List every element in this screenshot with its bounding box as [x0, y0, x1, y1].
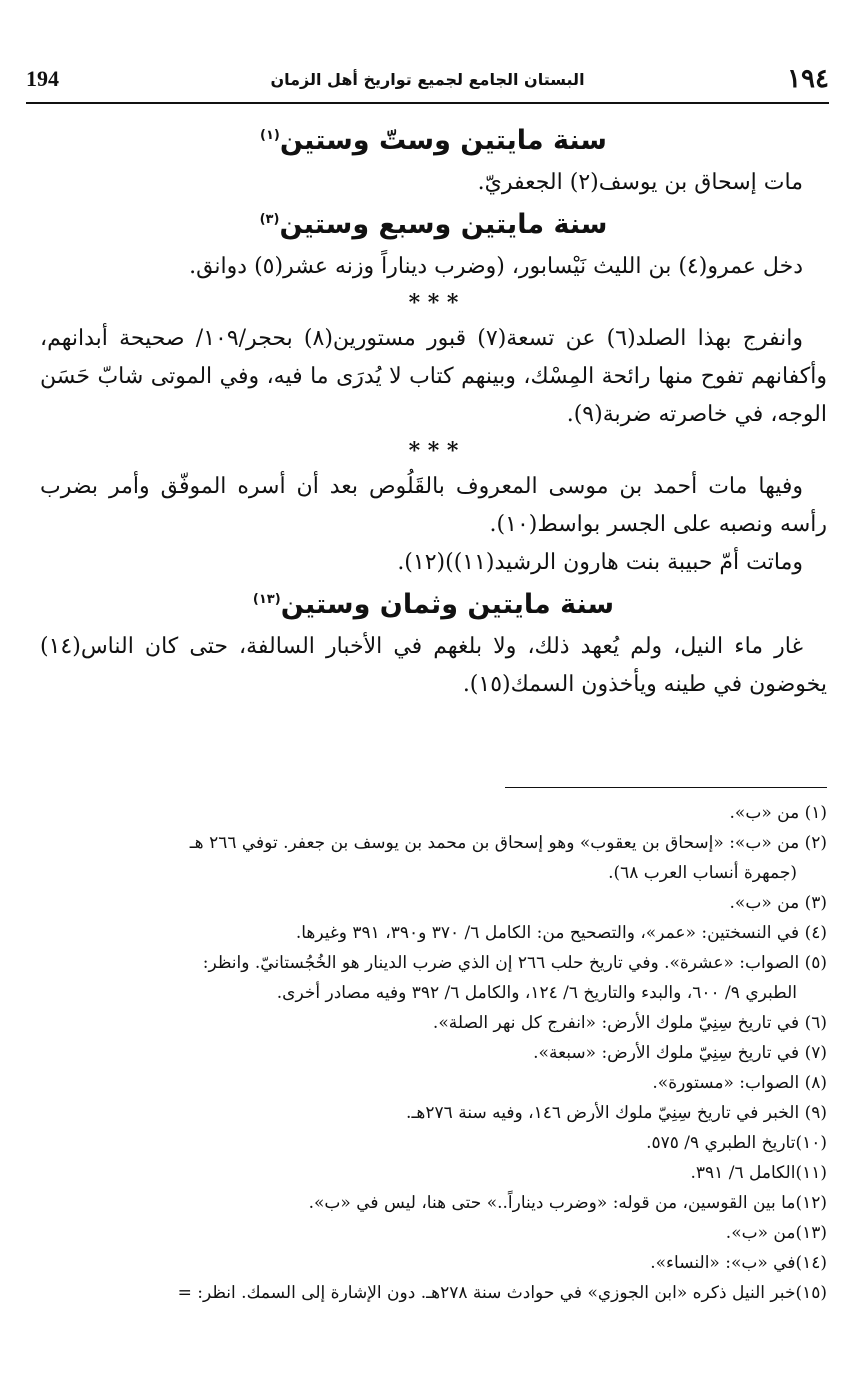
footnote: (١١)الكامل ٦/ ٣٩١.	[690, 1163, 827, 1183]
footnote: (١٣)من «ب».	[725, 1223, 827, 1243]
footnote: (٧) في تاريخ سِنِيّ ملوك الأرض: «سبعة».	[533, 1043, 827, 1063]
heading-text: سنة مايتين وستّ وستين	[279, 125, 607, 156]
heading-note: (١٣)	[252, 592, 281, 607]
footnote: (١٢)ما بين القوسين، من قوله: «وضرب ديناراً..» حتى هنا، ليس في «ب».	[308, 1193, 827, 1213]
heading-note: (٣)	[259, 212, 280, 227]
section-heading-266	[40, 118, 827, 164]
paragraph: غار ماء النيل، ولم يُعهد ذلك، ولا بلغهم في الأخبار السالفة، حتى كان الناس(١٤) يخوضون في طينه ويأخذون السمك(١٥).	[40, 634, 827, 697]
footnote: (٩) الخبر في تاريخ سِنِيّ ملوك الأرض ١٤٦، وفيه سنة ٢٧٦هـ.	[406, 1103, 827, 1123]
page-number-latin: 194	[26, 66, 59, 91]
paragraph: دخل عمرو(٤) بن الليث نَيْسابور، (وضرب ديناراً وزنه عشر(٥) دوانق.	[189, 254, 803, 279]
paragraph: وانفرج بهذا الصلد(٦) عن تسعة(٧) قبور مستورين(٨) بحجر/١٠٩/ صحيحة أبدانهم، وأكفانهم تفوح منها رائحة المِسْك، وبينهم كتاب لا يُدرَى ما فيه، وفي الموتى شابّ حَسَن الوجه، في خاصرته ضربة(٩).	[40, 326, 827, 427]
heading-text: سنة مايتين وثمان وستين	[280, 589, 615, 620]
footnote-continuation	[20, 978, 827, 1008]
footnote: (٥) الصواب: «عشرة». وفي تاريخ حلب ٢٦٦ إن الذي ضرب الدينار هو الخُجُستانيّ. وانظر:	[202, 953, 827, 973]
page-header	[26, 62, 829, 104]
paragraph: وفيها مات أحمد بن موسى المعروف بالقَلُوص بعد أن أسره الموفّق وأمر بضرب رأسه ونصبه على الجسر بواسط(١٠).	[40, 474, 827, 537]
footnote: (٨) الصواب: «مستورة».	[652, 1073, 827, 1093]
section-heading-267	[40, 202, 827, 248]
footnote: (١٤)في «ب»: «النساء».	[650, 1253, 827, 1273]
section-divider: * * *	[408, 290, 459, 316]
heading-note: (١)	[260, 128, 280, 143]
footnotes	[20, 798, 827, 1308]
footnote: (١٠)تاريخ الطبري ٩/ ٥٧٥.	[646, 1133, 827, 1153]
section-heading-268	[40, 582, 827, 628]
footnote: (١٥)خبر النيل ذكره «ابن الجوزي» في حوادث سنة ٢٧٨هـ. دون الإشارة إلى السمك. انظر: =	[177, 1283, 827, 1303]
section-divider: * * *	[408, 438, 459, 464]
heading-text: سنة مايتين وسبع وستين	[279, 209, 608, 240]
main-text	[40, 118, 827, 704]
footnote: (٣) من «ب».	[729, 893, 827, 913]
footnote-separator	[505, 787, 827, 788]
footnote: (٦) في تاريخ سِنِيّ ملوك الأرض: «انفرج كل نهر الصلة».	[432, 1013, 827, 1033]
paragraph: مات إسحاق بن يوسف(٢) الجعفريّ.	[477, 170, 803, 195]
running-title: البستان الجامع لجميع تواريخ أهل الزمان	[270, 70, 585, 89]
footnote-text: (جمهرة أنساب العرب ٦٨).	[608, 863, 797, 883]
paragraph: وماتت أمّ حبيبة بنت هارون الرشيد(١١))(١٢).	[397, 550, 803, 575]
footnote: (٤) في النسختين: «عمر»، والتصحيح من: الكامل ٦/ ٣٧٠ و٣٩٠، ٣٩١ وغيرها.	[295, 923, 827, 943]
footnote-continuation	[20, 858, 827, 888]
footnote-text: الطبري ٩/ ٦٠٠، والبدء والتاريخ ٦/ ١٢٤، والكامل ٦/ ٣٩٢ وفيه مصادر أخرى.	[276, 983, 797, 1003]
footnote: (١) من «ب».	[729, 803, 827, 823]
page-number-arabic: ١٩٤	[787, 64, 829, 94]
footnote: (٢) من «ب»: «إسحاق بن يعقوب» وهو إسحاق بن محمد بن يوسف بن جعفر. توفي ٢٦٦ هـ	[189, 833, 827, 853]
